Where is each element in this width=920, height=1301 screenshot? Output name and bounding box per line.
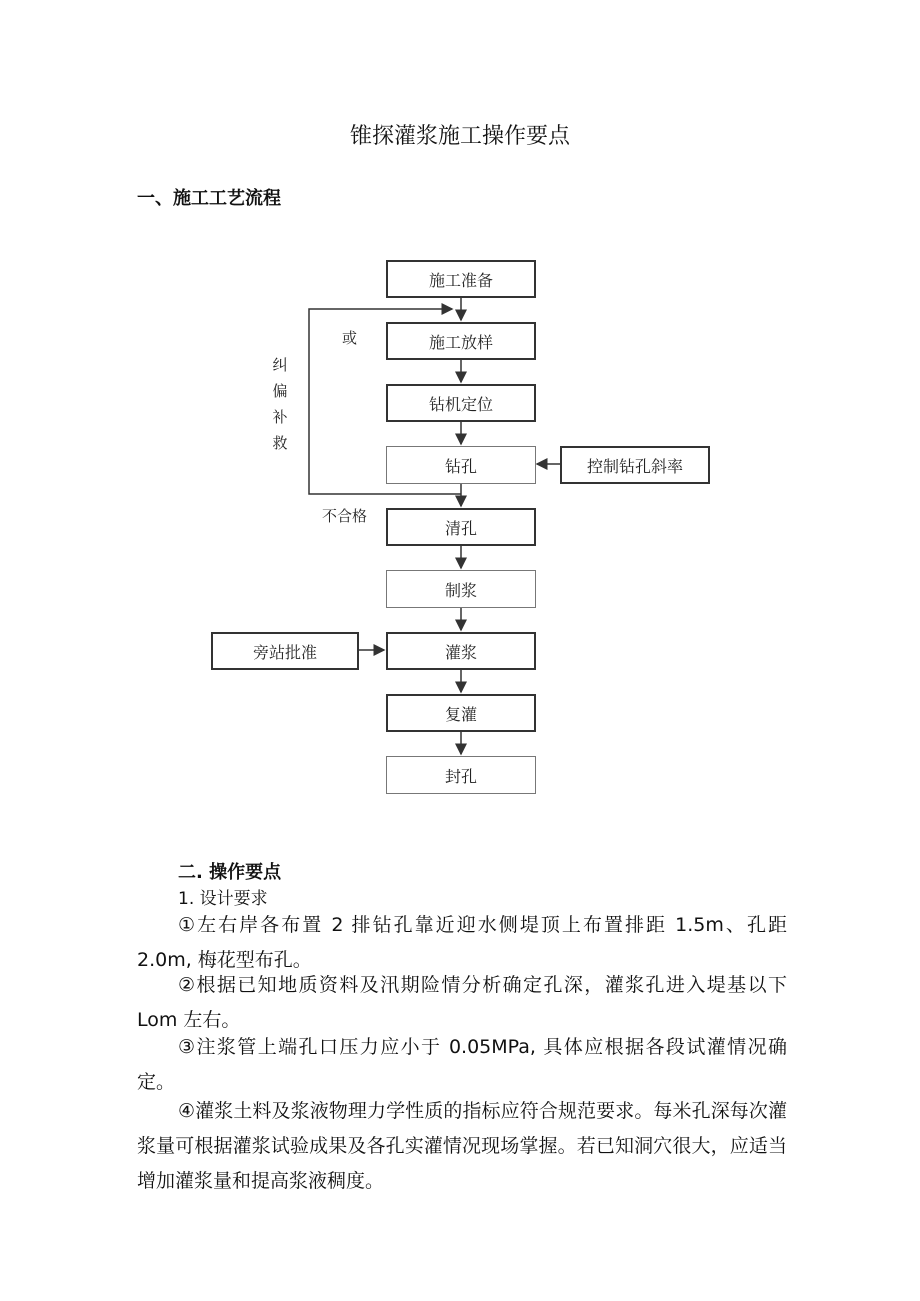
flow-step-position: 钻机定位 xyxy=(386,384,536,422)
page-title: 锥探灌浆施工操作要点 xyxy=(349,124,570,149)
label-correct-2: 偏 xyxy=(272,382,288,400)
flow-side-approve: 旁站批准 xyxy=(211,632,359,670)
flow-step-mix: 制浆 xyxy=(386,570,536,608)
paragraph-1: ①左右岸各布置 2 排钻孔靠近迎水侧堤顶上布置排距 1.5m、孔距 2.0m, 梅花型布孔。 xyxy=(137,914,787,971)
paragraph-4: ④灌浆土料及浆液物理力学性质的指标应符合规范要求。每米孔深每次灌浆量可根据灌浆试验成果及各孔实灌情况现场掌握。若已知洞穴很大，应适当增加灌浆量和提高浆液稠度。 xyxy=(137,1100,787,1192)
section-heading-process: 一、施工工艺流程 xyxy=(137,188,281,209)
flow-step-prep: 施工准备 xyxy=(386,260,536,298)
subsection-heading-design: 1. 设计要求 xyxy=(178,889,268,909)
label-fail: 不合格 xyxy=(322,507,368,525)
flow-step-drill: 钻孔 xyxy=(386,446,536,484)
section-heading-operation: 二. 操作要点 xyxy=(178,862,282,883)
flow-step-grout: 灌浆 xyxy=(386,632,536,670)
flow-step-seal: 封孔 xyxy=(386,756,536,794)
label-correct-4: 救 xyxy=(272,434,288,452)
flow-step-clean: 清孔 xyxy=(386,508,536,546)
paragraph-3: ③注浆管上端孔口压力应小于 0.05MPa, 具体应根据各段试灌情况确定。 xyxy=(137,1036,787,1093)
flow-side-control: 控制钻孔斜率 xyxy=(560,446,710,484)
flow-step-regrout: 复灌 xyxy=(386,694,536,732)
label-correct-1: 纠 xyxy=(272,356,288,374)
paragraph-2: ②根据已知地质资料及汛期险情分析确定孔深，灌浆孔进入堤基以下 Lom 左右。 xyxy=(137,974,787,1031)
label-correct-3: 补 xyxy=(272,408,288,426)
flow-step-layout: 施工放样 xyxy=(386,322,536,360)
label-or: 或 xyxy=(342,329,358,347)
